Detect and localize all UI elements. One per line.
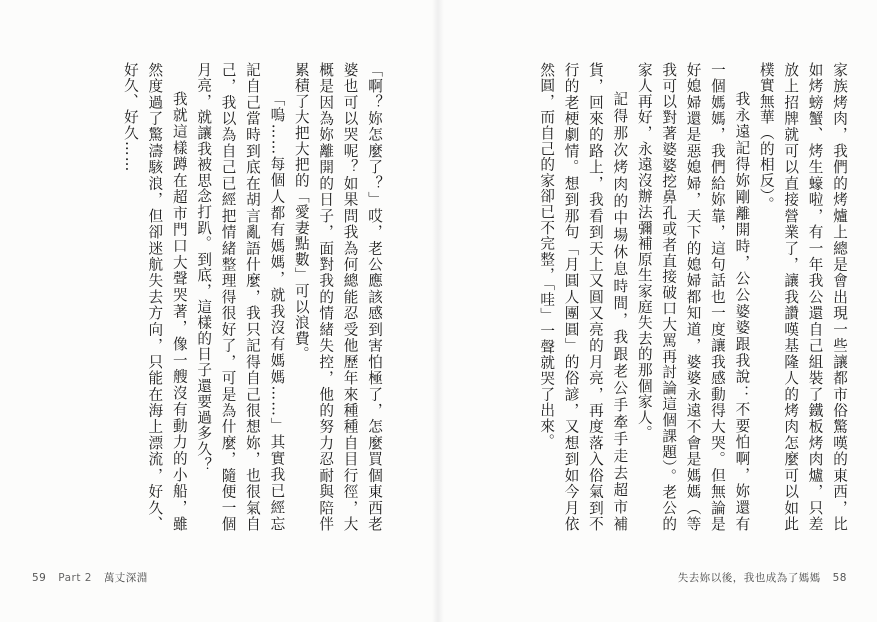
right-page-number: 58 bbox=[832, 572, 847, 584]
left-page bbox=[0, 0, 438, 622]
right-paragraph-2: 我永遠記得妳剛離開時，公公婆婆跟我說：不要怕啊，妳還有一個媽媽，我們給妳靠，這句話也一度讓我感動得大哭。但無論是好媳婦還是惡媳婦，天下的媳婦都知道，婆婆永遠不會是媽媽（等我可以對著婆婆挖鼻孔或者直接破口大罵再討論這個課題）。老公的家人再好，永遠沒辦法彌補原生家庭失去的那個家人。 bbox=[635, 62, 751, 532]
left-page-footer bbox=[32, 570, 156, 585]
section-title: 萬丈深淵 bbox=[103, 572, 148, 584]
part-label: Part 2 bbox=[58, 572, 92, 584]
book-gutter bbox=[432, 0, 444, 622]
left-paragraph-2: 「嗚……每個人都有媽媽，就我沒有媽媽……」其實我已經忘記自己當時到底在胡言亂語什麼，我只記得自己很想妳，也很氣自己，我以為自己已經把情緒整理得很好了，可是為什麼，隨便一個月亮，就讓我被思念打趴。到底，這樣的日子還要過多久？ bbox=[195, 62, 286, 532]
right-paragraph-1: 家族烤肉，我們的烤爐上總是會出現一些讓都市俗驚嘆的東西，比如烤螃蟹、烤生蠔啦，有一年我公還自己組裝了鐵板烤肉爐，只差放上招牌就可以直接營業了，讓我讚嘆基隆人的烤肉怎麼可以如此樸實無華（的相反）。 bbox=[757, 62, 848, 532]
left-page-number: 59 bbox=[32, 572, 47, 584]
left-paragraph-1: 「啊？妳怎麼了？」哎，老公應該感到害怕極了，怎麼買個東西老婆也可以哭呢？如果問我為何總能忍受他歷年來種種自目行徑，大概是因為妳離開的日子，面對我的情緒失控，他的努力忍耐與陪伴累積了大把大把的「愛妻點數」可以浪費。 bbox=[292, 62, 383, 532]
left-paragraph-3: 我就這樣蹲在超市門口大聲哭著，像一艘沒有動力的小船，雖然度過了驚濤駭浪，但卻迷航失去方向，只能在海上漂流，好久、好久、好久…… bbox=[121, 62, 188, 532]
running-title: 失去妳以後，我也成為了媽媽 bbox=[677, 572, 821, 584]
right-page bbox=[438, 0, 877, 622]
right-page-body bbox=[538, 62, 851, 532]
left-page-body bbox=[86, 62, 386, 532]
right-page-footer bbox=[670, 570, 847, 585]
right-paragraph-3: 記得那次烤肉的中場休息時間，我跟老公手牽手走去超市補貨，回來的路上，我看到天上又圓又亮的月亮，再度落入俗氣到不行的老梗劇情。想到那句「月圓人團圓」的俗諺，又想到如今月依然圓，而自己的家卻已不完整，「哇」一聲就哭了出來。 bbox=[538, 62, 629, 532]
